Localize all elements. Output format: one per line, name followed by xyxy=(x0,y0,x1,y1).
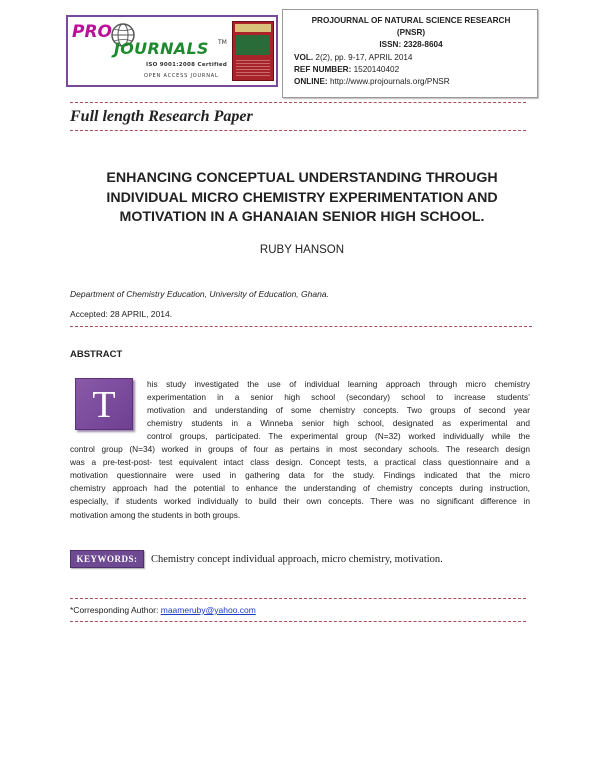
logo-pro-text: PRO xyxy=(72,22,113,42)
journal-abbrev: (PNSR) xyxy=(396,28,426,37)
abstract-line: chemistry approach had the potential to enhance the understanding of chemistry concepts during instruction, xyxy=(70,483,530,493)
abstract-dropcap: T xyxy=(75,378,133,430)
journal-title: PROJOURNAL OF NATURAL SCIENCE RESEARCH xyxy=(311,16,511,25)
ref-number-line xyxy=(294,65,399,74)
author-affiliation: Department of Chemistry Education, University of Education, Ghana. xyxy=(70,289,329,299)
abstract-line: control groups, participated. The experimental group (N=32) worked individually while the xyxy=(147,431,530,441)
corresponding-label: *Corresponding Author: xyxy=(70,605,159,615)
abstract-line: his study investigated the use of individual learning approach through micro chemistry xyxy=(147,379,530,389)
abstract-line: motivation among the students in both groups. xyxy=(70,510,241,520)
divider xyxy=(70,598,526,599)
abstract-line: motivation and understanding of some chemistry concepts. Two groups of second year xyxy=(147,405,530,415)
journal-cover-image xyxy=(232,21,274,81)
online-url[interactable]: http://www.projournals.org/PNSR xyxy=(329,77,450,86)
ref-number-value: 1520140402 xyxy=(353,65,400,74)
volume-label: VOL. xyxy=(294,53,314,62)
abstract-line: chemistry students in a Winneba senior high school, designated as experimental and xyxy=(147,418,530,428)
divider xyxy=(70,102,526,103)
abstract-line: motivation questionnaire were used in gathering data for the study. Findings indicated that the micro xyxy=(70,470,530,480)
abstract-line: especially, if students worked individually to build their own concepts. There was no significant difference in xyxy=(70,496,530,506)
accepted-date: Accepted: 28 APRIL, 2014. xyxy=(70,309,173,319)
title-line: INDIVIDUAL MICRO CHEMISTRY EXPERIMENTATION AND xyxy=(106,189,498,206)
title-line: ENHANCING CONCEPTUAL UNDERSTANDING THROUGH xyxy=(106,170,498,186)
author-email-link[interactable]: maameruby@yahoo.com xyxy=(160,605,256,615)
keywords-text: Chemistry concept individual approach, micro chemistry, motivation. xyxy=(151,554,443,565)
abstract-heading: ABSTRACT xyxy=(70,349,123,360)
logo-journals-text: JOURNALS xyxy=(114,39,209,58)
paper-type: Full length Research Paper xyxy=(70,108,253,125)
volume-value: 2(2), pp. 9-17, APRIL 2014 xyxy=(315,53,413,62)
abstract-line: control group (N=34) worked in groups of four as pertains in most secondary schools. The research design xyxy=(70,444,530,454)
title-line: MOTIVATION IN A GHANAIAN SENIOR HIGH SCHOOL. xyxy=(119,209,485,225)
keywords-label: KEYWORDS: xyxy=(70,550,144,568)
online-line xyxy=(294,77,450,86)
logo-open-access: OPEN ACCESS JOURNAL xyxy=(144,73,219,79)
volume-line xyxy=(294,53,413,62)
ref-number-label: REF NUMBER: xyxy=(294,65,352,74)
divider xyxy=(70,621,526,622)
abstract-line: experimentation in a senior high school (secondary) school to increase students’ xyxy=(147,392,530,402)
divider xyxy=(70,130,526,131)
author-name: RUBY HANSON xyxy=(259,244,345,256)
paper-title xyxy=(70,169,534,228)
journal-logo xyxy=(66,15,278,87)
corresponding-author xyxy=(70,605,256,615)
abstract-line: was a pre-test-post- test equivalent intact class design. Concept tests, a practical class questionnaire and a xyxy=(70,457,530,467)
divider xyxy=(70,326,532,327)
journal-info-box xyxy=(282,9,538,98)
online-label: ONLINE: xyxy=(294,77,328,86)
logo-iso-text: ISO 9001:2008 Certified xyxy=(146,62,228,68)
journal-issn: ISSN: 2328-8604 xyxy=(379,40,443,49)
logo-tm: TM xyxy=(218,39,227,46)
